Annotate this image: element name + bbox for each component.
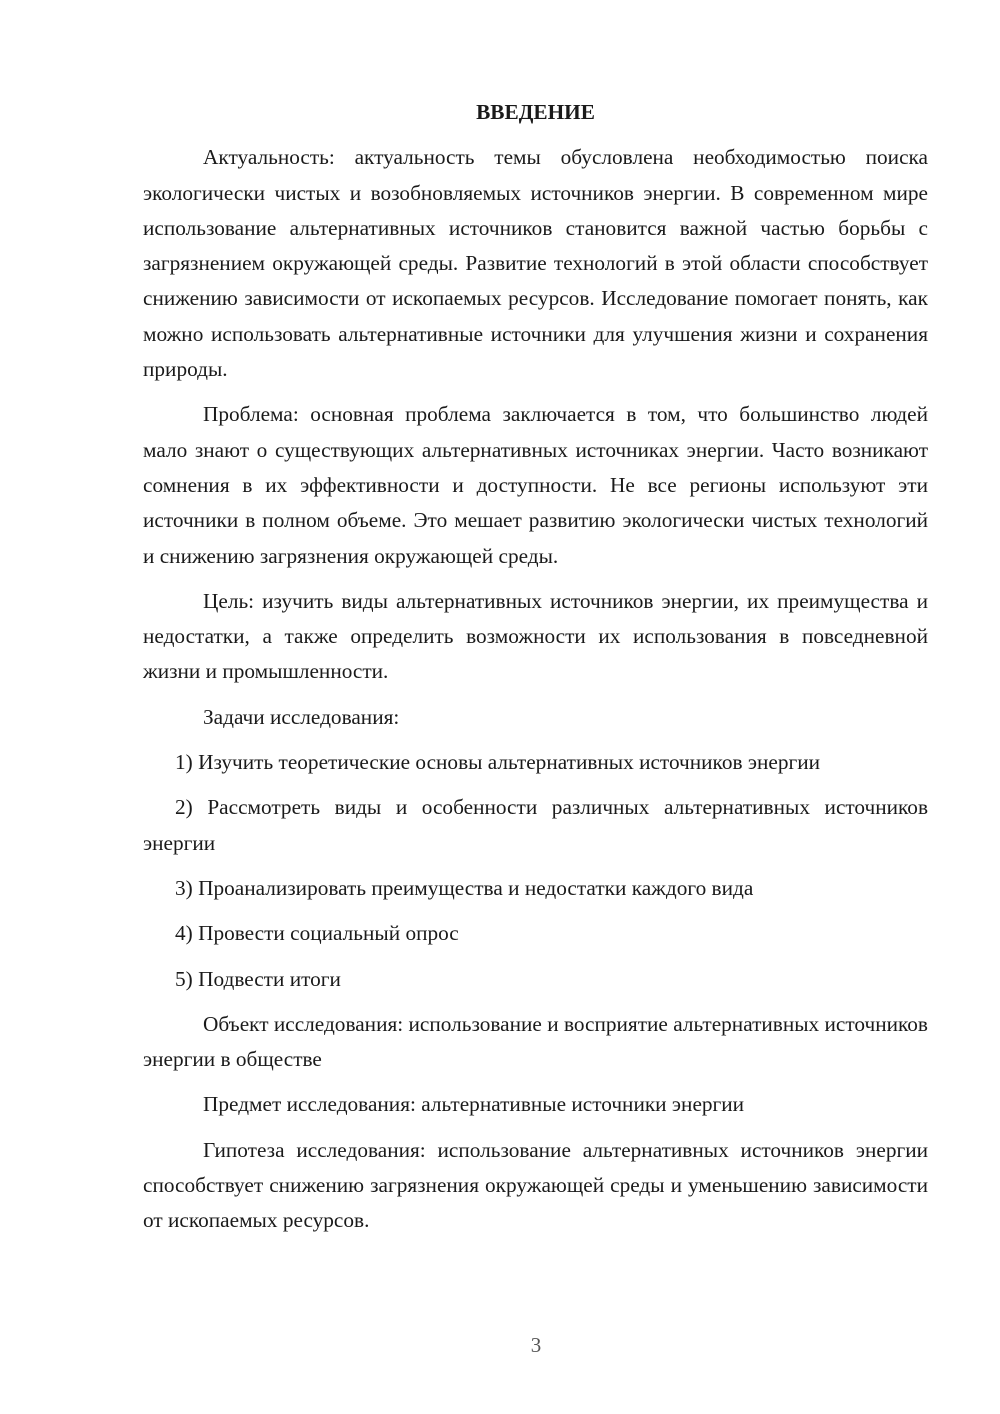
paragraph-tasks-title: Задачи исследования: bbox=[203, 704, 400, 729]
task-item-4: 4) Провести социальный опрос bbox=[175, 921, 459, 946]
section-heading: ВВЕДЕНИЕ bbox=[476, 100, 595, 124]
task-item-3: 3) Проанализировать преимущества и недостатки каждого вида bbox=[175, 875, 754, 900]
paragraph-problem: Проблема: основная проблема заключается в том, что большинство людей мало знают о существующих альтернативных источниках энергии. Часто возникают сомнения в их эффективности и доступности. Не все регионы используют эти источники в полном объеме. Это мешает развитию экологически чистых технологий и снижению загрязнения окружающей среды. bbox=[143, 402, 928, 568]
paragraph-subject: Предмет исследования: альтернативные источники энергии bbox=[203, 1092, 745, 1117]
paragraph-object: Объект исследования: использование и восприятие альтернативных источников энергии в обществе bbox=[143, 1011, 928, 1072]
task-item-1: 1) Изучить теоретические основы альтернативных источников энергии bbox=[175, 750, 821, 775]
task-item-2: 2) Рассмотреть виды и особенности различных альтернативных источников энергии bbox=[143, 795, 928, 855]
task-item-5: 5) Подвести итоги bbox=[175, 966, 341, 991]
paragraph-hypothesis: Гипотеза исследования: использование альтернативных источников энергии способствует снижению загрязнения окружающей среды и уменьшению зависимости от ископаемых ресурсов. bbox=[143, 1137, 928, 1233]
paragraph-relevance: Актуальность: актуальность темы обусловлена необходимостью поиска экологически чистых и возобновляемых источников энергии. В современном мире использование альтернативных источников становится важной частью борьбы с загрязнением окружающей среды. Развитие технологий в этой области способствует снижению зависимости от ископаемых ресурсов. Исследование помогает понять, как можно использовать альтернативные источники для улучшения жизни и сохранения природы. bbox=[143, 145, 928, 382]
page-content bbox=[143, 95, 928, 1249]
paragraph-goal: Цель: изучить виды альтернативных источников энергии, их преимущества и недостатки, а также определить возможности их использования в повседневной жизни и промышленности. bbox=[143, 588, 928, 684]
page-number: 3 bbox=[530, 1333, 542, 1357]
